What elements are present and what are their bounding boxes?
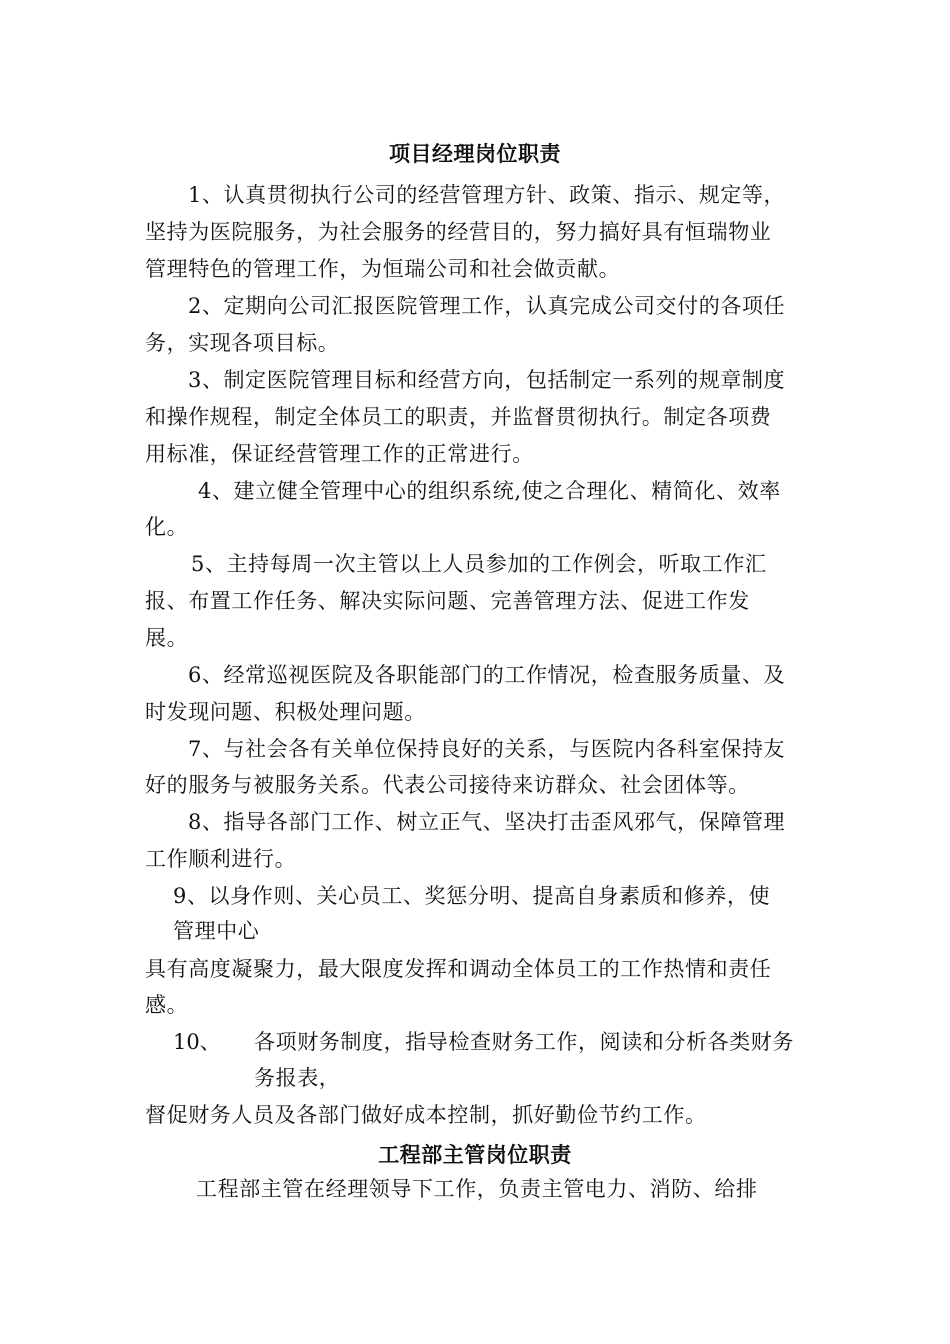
item1-line1: 1、认真贯彻执行公司的经营管理方针、政策、指示、规定等，	[188, 183, 786, 207]
item10-line3: 督促财务人员及各部门做好成本控制，抓好勤俭节约工作。	[145, 1103, 707, 1127]
item8-line2: 工作顺利进行。	[145, 847, 297, 871]
item7-line1: 7、与社会各有关单位保持良好的关系，与医院内各科室保持友	[188, 737, 786, 761]
item1-line3: 管理特色的管理工作，为恒瑞公司和社会做贡献。	[145, 257, 621, 281]
item4-line2: 化。	[145, 515, 189, 539]
item9-line2: 管理中心	[173, 919, 260, 943]
item10-line1: 各项财务制度，指导检查财务工作，阅读和分析各类财务	[254, 1030, 794, 1054]
item10-line2: 务报表，	[254, 1066, 341, 1090]
item9-line3: 具有高度凝聚力，最大限度发挥和调动全体员工的工作热情和责任	[145, 957, 772, 981]
intro2-line1: 工程部主管在经理领导下工作，负责主管电力、消防、给排	[196, 1177, 758, 1201]
item2-line2: 务，实现各项目标。	[145, 331, 340, 355]
item10-number: 10、	[173, 1030, 221, 1054]
item3-line1: 3、制定医院管理目标和经营方向，包括制定一系列的规章制度	[188, 368, 786, 392]
item5-line3: 展。	[145, 626, 189, 650]
item9-line4: 感。	[145, 993, 189, 1017]
item9-line1: 9、以身作则、关心员工、奖惩分明、提高自身素质和修养，使	[173, 884, 771, 908]
item5-line2: 报、布置工作任务、解决实际问题、完善管理方法、促进工作发	[145, 589, 750, 613]
item1-line2: 坚持为医院服务，为社会服务的经营目的，努力搞好具有恒瑞物业	[145, 220, 772, 244]
title-engineering-supervisor: 工程部主管岗位职责	[378, 1143, 572, 1167]
item7-line2: 好的服务与被服务关系。代表公司接待来访群众、社会团体等。	[145, 773, 750, 797]
item2-line1: 2、定期向公司汇报医院管理工作，认真完成公司交付的各项任	[188, 294, 786, 318]
item5-line1: 5、主持每周一次主管以上人员参加的工作例会，听取工作汇	[191, 552, 767, 576]
item6-line1: 6、经常巡视医院及各职能部门的工作情况，检查服务质量、及	[188, 663, 786, 687]
item3-line3: 用标准，保证经营管理工作的正常进行。	[145, 442, 534, 466]
item3-line2: 和操作规程，制定全体员工的职责，并监督贯彻执行。制定各项费	[145, 405, 772, 429]
item8-line1: 8、指导各部门工作、树立正气、坚决打击歪风邪气，保障管理	[188, 810, 786, 834]
item4-line1: 4、建立健全管理中心的组织系统,使之合理化、精简化、效率	[198, 479, 781, 503]
title-project-manager: 项目经理岗位职责	[389, 142, 561, 166]
item6-line2: 时发现问题、积极处理问题。	[145, 700, 426, 724]
